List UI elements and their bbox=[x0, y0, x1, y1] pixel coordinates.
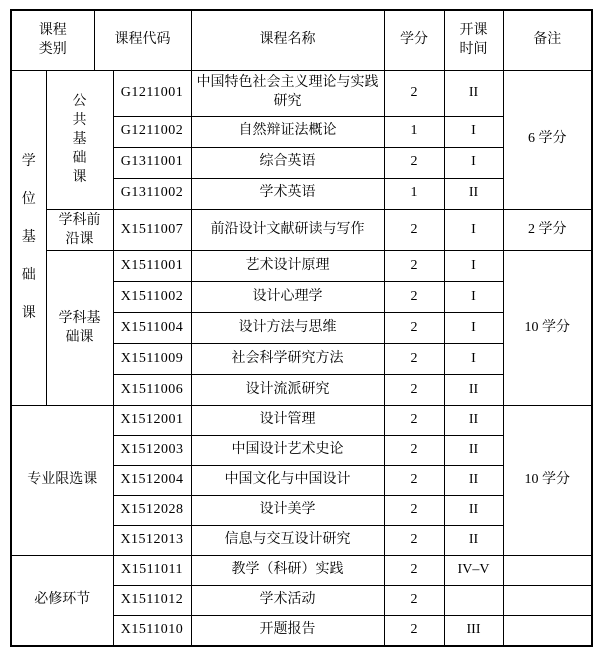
course-code: G1311002 bbox=[113, 178, 191, 209]
course-code: X1511004 bbox=[113, 313, 191, 344]
course-plan-table bbox=[10, 9, 593, 647]
course-credits: 2 bbox=[384, 70, 444, 116]
course-credits: 2 bbox=[384, 251, 444, 282]
header-name: 课程名称 bbox=[191, 10, 384, 70]
course-name: 艺术设计原理 bbox=[191, 251, 384, 282]
course-credits: 2 bbox=[384, 209, 444, 251]
course-name: 自然辩证法概论 bbox=[191, 116, 384, 147]
course-time bbox=[444, 586, 503, 616]
course-name: 前沿设计文献研读与写作 bbox=[191, 209, 384, 251]
course-time: II bbox=[444, 466, 503, 496]
course-time: I bbox=[444, 282, 503, 313]
course-code: X1512028 bbox=[113, 496, 191, 526]
course-time: II bbox=[444, 375, 503, 406]
course-name: 设计流派研究 bbox=[191, 375, 384, 406]
course-name: 中国文化与中国设计 bbox=[191, 466, 384, 496]
course-time: II bbox=[444, 178, 503, 209]
course-code: X1511011 bbox=[113, 556, 191, 586]
course-credits: 2 bbox=[384, 436, 444, 466]
course-credits: 2 bbox=[384, 406, 444, 436]
remark-frontier: 2 学分 bbox=[503, 209, 592, 251]
course-name: 设计方法与思维 bbox=[191, 313, 384, 344]
course-code: G1211001 bbox=[113, 70, 191, 116]
table-row bbox=[11, 251, 592, 282]
table-row bbox=[11, 556, 592, 586]
group-frontier: 学科前沿课 bbox=[46, 209, 113, 251]
course-credits: 2 bbox=[384, 496, 444, 526]
group-degree-basic: 学位基础课 bbox=[11, 70, 46, 406]
course-code: G1311001 bbox=[113, 147, 191, 178]
course-credits: 2 bbox=[384, 147, 444, 178]
header-credits: 学分 bbox=[384, 10, 444, 70]
course-name: 社会科学研究方法 bbox=[191, 344, 384, 375]
course-credits: 2 bbox=[384, 586, 444, 616]
course-credits: 1 bbox=[384, 178, 444, 209]
course-name: 开题报告 bbox=[191, 616, 384, 646]
table-row bbox=[11, 209, 592, 251]
course-time: I bbox=[444, 344, 503, 375]
course-credits: 2 bbox=[384, 375, 444, 406]
remark-subject-basic: 10 学分 bbox=[503, 251, 592, 406]
course-time: I bbox=[444, 209, 503, 251]
course-code: X1511012 bbox=[113, 586, 191, 616]
table-row bbox=[11, 406, 592, 436]
remark-public-basic: 6 学分 bbox=[503, 70, 592, 209]
course-time: III bbox=[444, 616, 503, 646]
course-code: X1511006 bbox=[113, 375, 191, 406]
course-name: 综合英语 bbox=[191, 147, 384, 178]
course-name: 信息与交互设计研究 bbox=[191, 526, 384, 556]
header-row bbox=[11, 10, 592, 70]
course-time: I bbox=[444, 147, 503, 178]
group-subject-basic: 学科基础课 bbox=[46, 251, 113, 406]
course-name: 中国设计艺术史论 bbox=[191, 436, 384, 466]
course-name: 设计心理学 bbox=[191, 282, 384, 313]
course-name: 设计管理 bbox=[191, 406, 384, 436]
course-code: X1511007 bbox=[113, 209, 191, 251]
header-code: 课程代码 bbox=[94, 10, 191, 70]
course-credits: 2 bbox=[384, 282, 444, 313]
course-credits: 2 bbox=[384, 556, 444, 586]
course-name: 设计美学 bbox=[191, 496, 384, 526]
course-code: X1512003 bbox=[113, 436, 191, 466]
header-remark: 备注 bbox=[503, 10, 592, 70]
course-code: X1511010 bbox=[113, 616, 191, 646]
course-code: G1211002 bbox=[113, 116, 191, 147]
course-time: II bbox=[444, 406, 503, 436]
header-category: 课程类别 bbox=[11, 10, 94, 70]
course-name: 中国特色社会主义理论与实践研究 bbox=[191, 70, 384, 116]
course-time: II bbox=[444, 496, 503, 526]
course-time: I bbox=[444, 313, 503, 344]
course-time: I bbox=[444, 251, 503, 282]
course-code: X1512004 bbox=[113, 466, 191, 496]
course-code: X1511009 bbox=[113, 344, 191, 375]
course-code: X1512001 bbox=[113, 406, 191, 436]
course-credits: 2 bbox=[384, 313, 444, 344]
header-time: 开课时间 bbox=[444, 10, 503, 70]
course-time: II bbox=[444, 70, 503, 116]
course-time: I bbox=[444, 116, 503, 147]
course-credits: 2 bbox=[384, 466, 444, 496]
course-credits: 1 bbox=[384, 116, 444, 147]
remark-major-elective: 10 学分 bbox=[503, 406, 592, 556]
course-credits: 2 bbox=[384, 616, 444, 646]
group-major-elective: 专业限选课 bbox=[11, 406, 113, 556]
table-row bbox=[11, 70, 592, 116]
course-name: 教学（科研）实践 bbox=[191, 556, 384, 586]
course-code: X1511001 bbox=[113, 251, 191, 282]
remark-empty bbox=[503, 616, 592, 646]
course-name: 学术英语 bbox=[191, 178, 384, 209]
course-name: 学术活动 bbox=[191, 586, 384, 616]
group-public-basic: 公共基础课 bbox=[46, 70, 113, 209]
course-code: X1511002 bbox=[113, 282, 191, 313]
course-credits: 2 bbox=[384, 526, 444, 556]
course-time: II bbox=[444, 526, 503, 556]
group-required-steps: 必修环节 bbox=[11, 556, 113, 646]
course-time: IV–V bbox=[444, 556, 503, 586]
course-code: X1512013 bbox=[113, 526, 191, 556]
course-credits: 2 bbox=[384, 344, 444, 375]
remark-empty bbox=[503, 556, 592, 586]
remark-empty bbox=[503, 586, 592, 616]
course-time: II bbox=[444, 436, 503, 466]
